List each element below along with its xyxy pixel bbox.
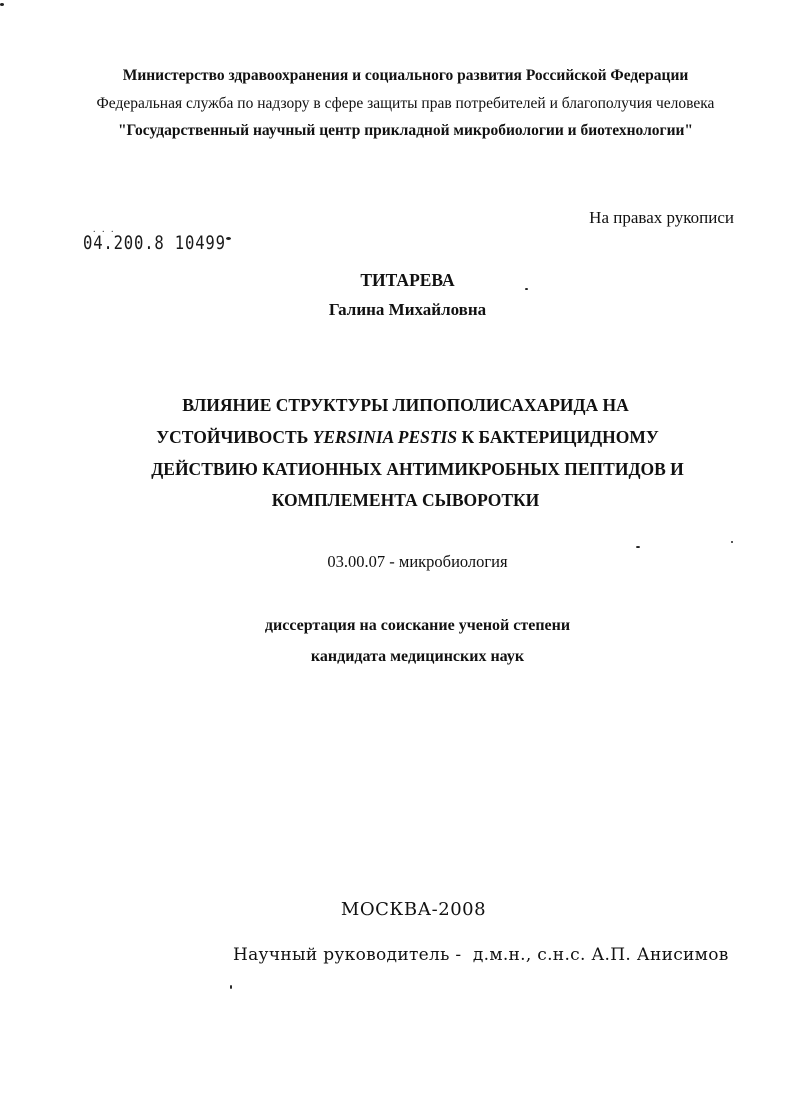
manuscript-rights-note: На правах рукописи: [589, 208, 734, 227]
ministry-name: Министерство здравоохранения и социального развития Российской Федерации: [122, 67, 689, 84]
title-line-2-end: К БАКТЕРИЦИДНОМУ: [457, 427, 659, 447]
title-line-3: ДЕЙСТВИЮ КАТИОННЫХ АНТИМИКРОБНЫХ ПЕПТИДОВ И: [151, 459, 684, 479]
federal-service-name: Федеральная служба по надзору в сфере защиты прав потребителей и благополучия человека: [96, 95, 715, 112]
species-name: YERSINIA PESTIS: [312, 427, 458, 447]
supervisor-name: д.м.н., с.н.с. А.П. Анисимов: [472, 945, 729, 965]
degree-line-1: диссертация на соискание ученой степени: [264, 617, 571, 634]
specialty-code: 03.00.07 - микробиология: [327, 552, 508, 571]
scan-speck: [525, 288, 528, 290]
supervisor: [233, 945, 729, 965]
stamp-marks: . . .: [93, 224, 116, 235]
scan-speck: [230, 985, 232, 989]
author-given-name: Галина Михайловна: [328, 300, 487, 319]
title-line-4: КОМПЛЕМЕНТА СЫВОРОТКИ: [271, 490, 540, 510]
title-line-2-start: УСТОЙЧИВОСТЬ: [156, 427, 313, 447]
scan-speck: [731, 541, 733, 543]
supervisor-label: Научный руководитель -: [233, 945, 462, 965]
scan-speck: [636, 546, 640, 548]
title-line-2: [12, 427, 791, 448]
scan-speck: [0, 3, 4, 6]
city-year: МОСКВА-2008: [340, 899, 487, 920]
author-surname: ТИТАРЕВА: [360, 270, 455, 290]
archive-stamp-number: 04.200.8 10499: [83, 232, 226, 254]
stamp-speck: [226, 237, 231, 240]
research-center-name: "Государственный научный центр прикладной микробиологии и биотехнологии": [117, 122, 694, 139]
degree-line-2: кандидата медицинских наук: [310, 648, 525, 665]
title-line-1: ВЛИЯНИЕ СТРУКТУРЫ ЛИПОПОЛИСАХАРИДА НА: [182, 395, 629, 415]
